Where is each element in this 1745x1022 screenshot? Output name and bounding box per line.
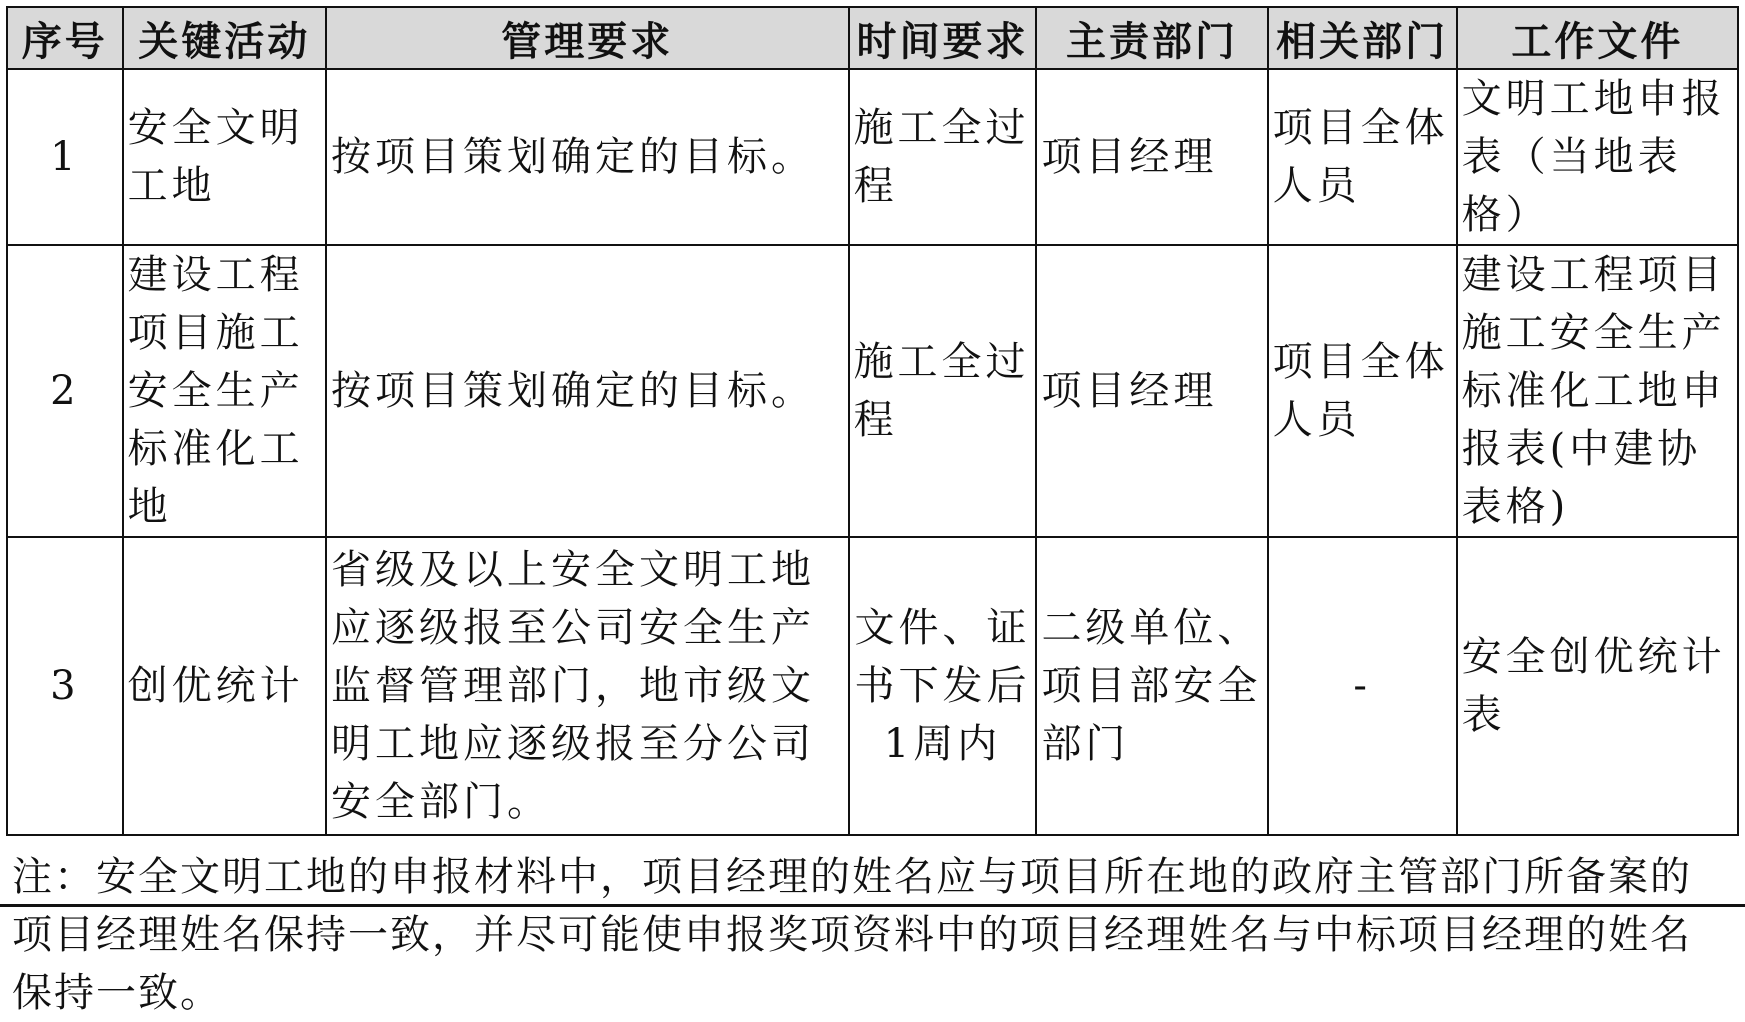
table-row — [7, 69, 1738, 245]
requirement-cell: 按项目策划确定的目标。 — [326, 245, 849, 537]
header-cell: 工作文件 — [1457, 7, 1738, 69]
header-cell: 时间要求 — [849, 7, 1037, 69]
header-cell: 序号 — [7, 7, 123, 69]
footnote: 注：安全文明工地的申报材料中，项目经理的姓名应与项目所在地的政府主管部门所备案的项目经理姓名保持一致，并尽可能使申报奖项资料中的项目经理姓名与中标项目经理的姓名保持一致。 — [12, 854, 1692, 1016]
document-cell: 安全创优统计表 — [1457, 537, 1738, 835]
header-cell: 管理要求 — [326, 7, 849, 69]
activity-cell: 安全文明工地 — [123, 69, 326, 245]
row-number: 2 — [7, 245, 123, 537]
bottom-divider — [0, 904, 1745, 907]
document-cell: 文明工地申报表（当地表格） — [1457, 69, 1738, 245]
time-cell: 施工全过程 — [849, 69, 1037, 245]
header-cell: 主责部门 — [1036, 7, 1267, 69]
table-row — [7, 245, 1738, 537]
row-number: 3 — [7, 537, 123, 835]
table-header-row — [7, 7, 1738, 69]
activity-cell: 建设工程项目施工安全生产标准化工地 — [123, 245, 326, 537]
document-cell: 建设工程项目施工安全生产标准化工地申报表(中建协表格) — [1457, 245, 1738, 537]
requirement-cell: 按项目策划确定的目标。 — [326, 69, 849, 245]
activity-table — [6, 6, 1739, 836]
header-cell: 相关部门 — [1268, 7, 1457, 69]
table-row — [7, 537, 1738, 835]
time-cell: 施工全过程 — [849, 245, 1037, 537]
lead-dept-cell: 项目经理 — [1036, 69, 1267, 245]
time-cell: 文件、证书下发后1周内 — [849, 537, 1037, 835]
row-number: 1 — [7, 69, 123, 245]
activity-cell: 创优统计 — [123, 537, 326, 835]
lead-dept-cell: 项目经理 — [1036, 245, 1267, 537]
related-dept-cell: 项目全体人员 — [1268, 245, 1457, 537]
requirement-cell: 省级及以上安全文明工地应逐级报至公司安全生产监督管理部门，地市级文明工地应逐级报至分公司安全部门。 — [326, 537, 849, 835]
related-dept-cell: - — [1268, 537, 1457, 835]
related-dept-cell: 项目全体人员 — [1268, 69, 1457, 245]
header-cell: 关键活动 — [123, 7, 326, 69]
lead-dept-cell: 二级单位、项目部安全部门 — [1036, 537, 1267, 835]
